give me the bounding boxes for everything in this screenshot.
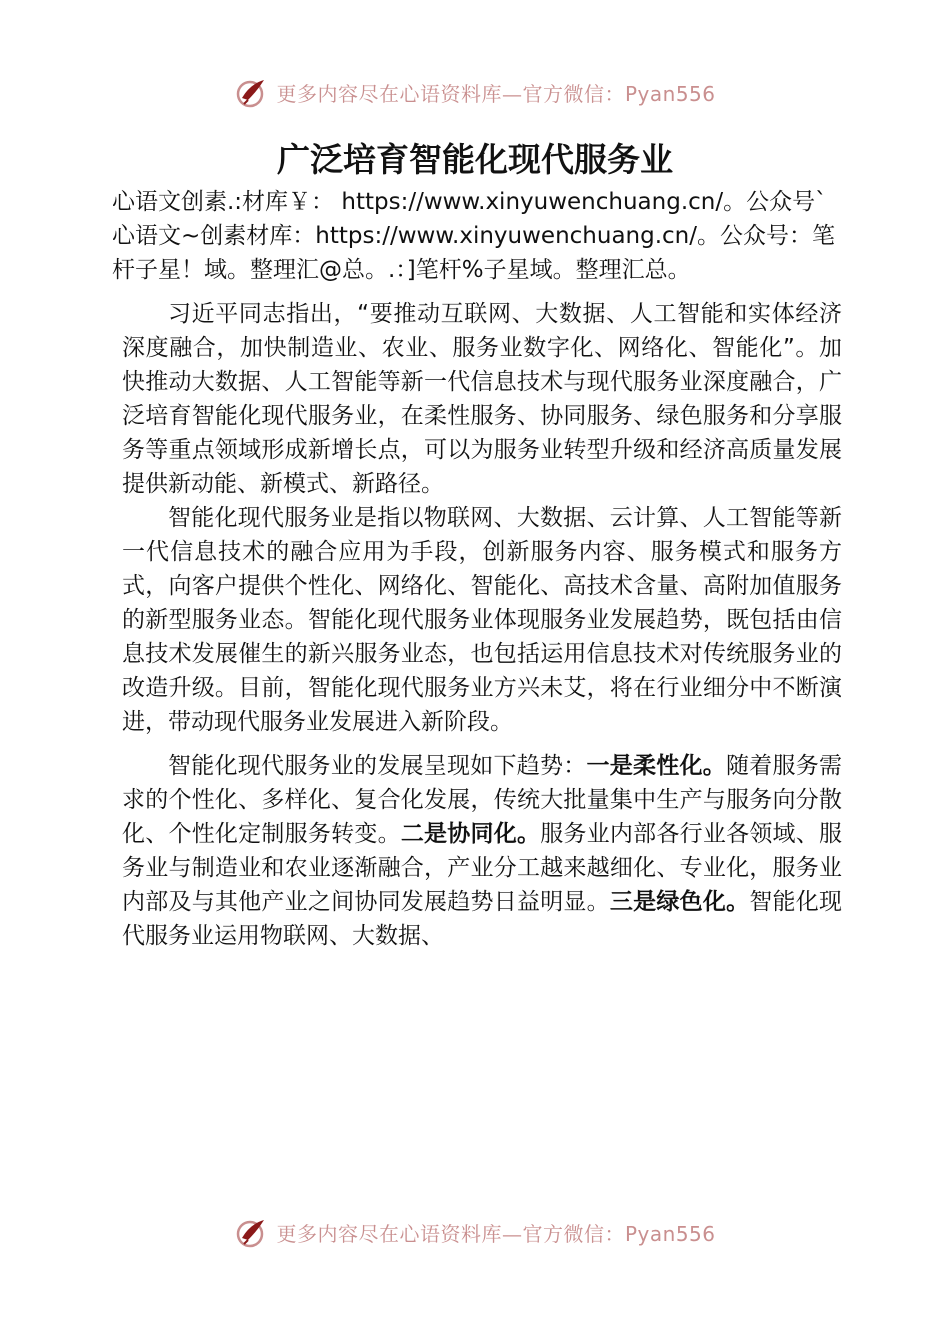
trend-2-text: 服务业内部各行业各领域、服务业与制造业和农业逐渐融合，产业分工越来越细化、专业化，服务业内部及与其他产业之间协同发展趋势日益明显。 — [122, 821, 843, 915]
document-title: 广泛培育智能化现代服务业 — [277, 140, 673, 179]
source-line: 心语文创素.:材库￥： https://www.xinyuwenchuang.cn/。公众号`心语文~创素材库：https://www.xinyuwenchuang.cn/。公众号：笔杆子星！域。整理汇@总。.：]笔杆%子星域。整理汇总。 — [112, 189, 836, 283]
header-watermark — [0, 72, 950, 112]
paragraph-1: 习近平同志指出，“要推动互联网、大数据、人工智能和实体经济深度融合，加快制造业、农业、服务业数字化、网络化、智能化”。加快推动大数据、人工智能等新一代信息技术与现代服务业深度融合，广泛培育智能化现代服务业，在柔性服务、协同服务、绿色服务和分享服务等重点领域形成新增长点，可以为服务业转型升级和经济高质量发展提供新动能、新模式、新路径。 — [122, 301, 842, 497]
trend-2-label: 二是协同化。 — [400, 821, 541, 847]
footer-watermark — [0, 1212, 950, 1252]
trend-1-label: 一是柔性化。 — [586, 753, 726, 779]
trend-1-text: 随着服务需求的个性化、多样化、复合化发展，传统大批量集中生产与服务向分散化、个性化定制服务转变。 — [122, 753, 842, 847]
pen-logo-icon — [234, 1214, 270, 1250]
trend-3-text: 智能化现代服务业运用物联网、大数据、 — [122, 889, 843, 949]
watermark-text: 更多内容尽在心语资料库—官方微信：Pyan556 — [276, 81, 716, 106]
trend-3-label: 三是绿色化。 — [609, 889, 750, 915]
pen-logo-icon — [234, 74, 270, 110]
document-body — [122, 297, 842, 953]
paragraph-3 — [122, 749, 842, 953]
watermark-text: 更多内容尽在心语资料库—官方微信：Pyan556 — [276, 1221, 716, 1246]
trends-intro: 智能化现代服务业的发展呈现如下趋势： — [168, 753, 587, 779]
paragraph-2: 智能化现代服务业是指以物联网、大数据、云计算、人工智能等新一代信息技术的融合应用为手段，创新服务内容、服务模式和服务方式，向客户提供个性化、网络化、智能化、高技术含量、高附加值服务的新型服务业态。智能化现代服务业体现服务业发展趋势，既包括由信息技术发展催生的新兴服务业态，也包括运用信息技术对传统服务业的改造升级。目前，智能化现代服务业方兴未艾，将在行业细分中不断演进，带动现代服务业发展进入新阶段。 — [122, 505, 842, 735]
